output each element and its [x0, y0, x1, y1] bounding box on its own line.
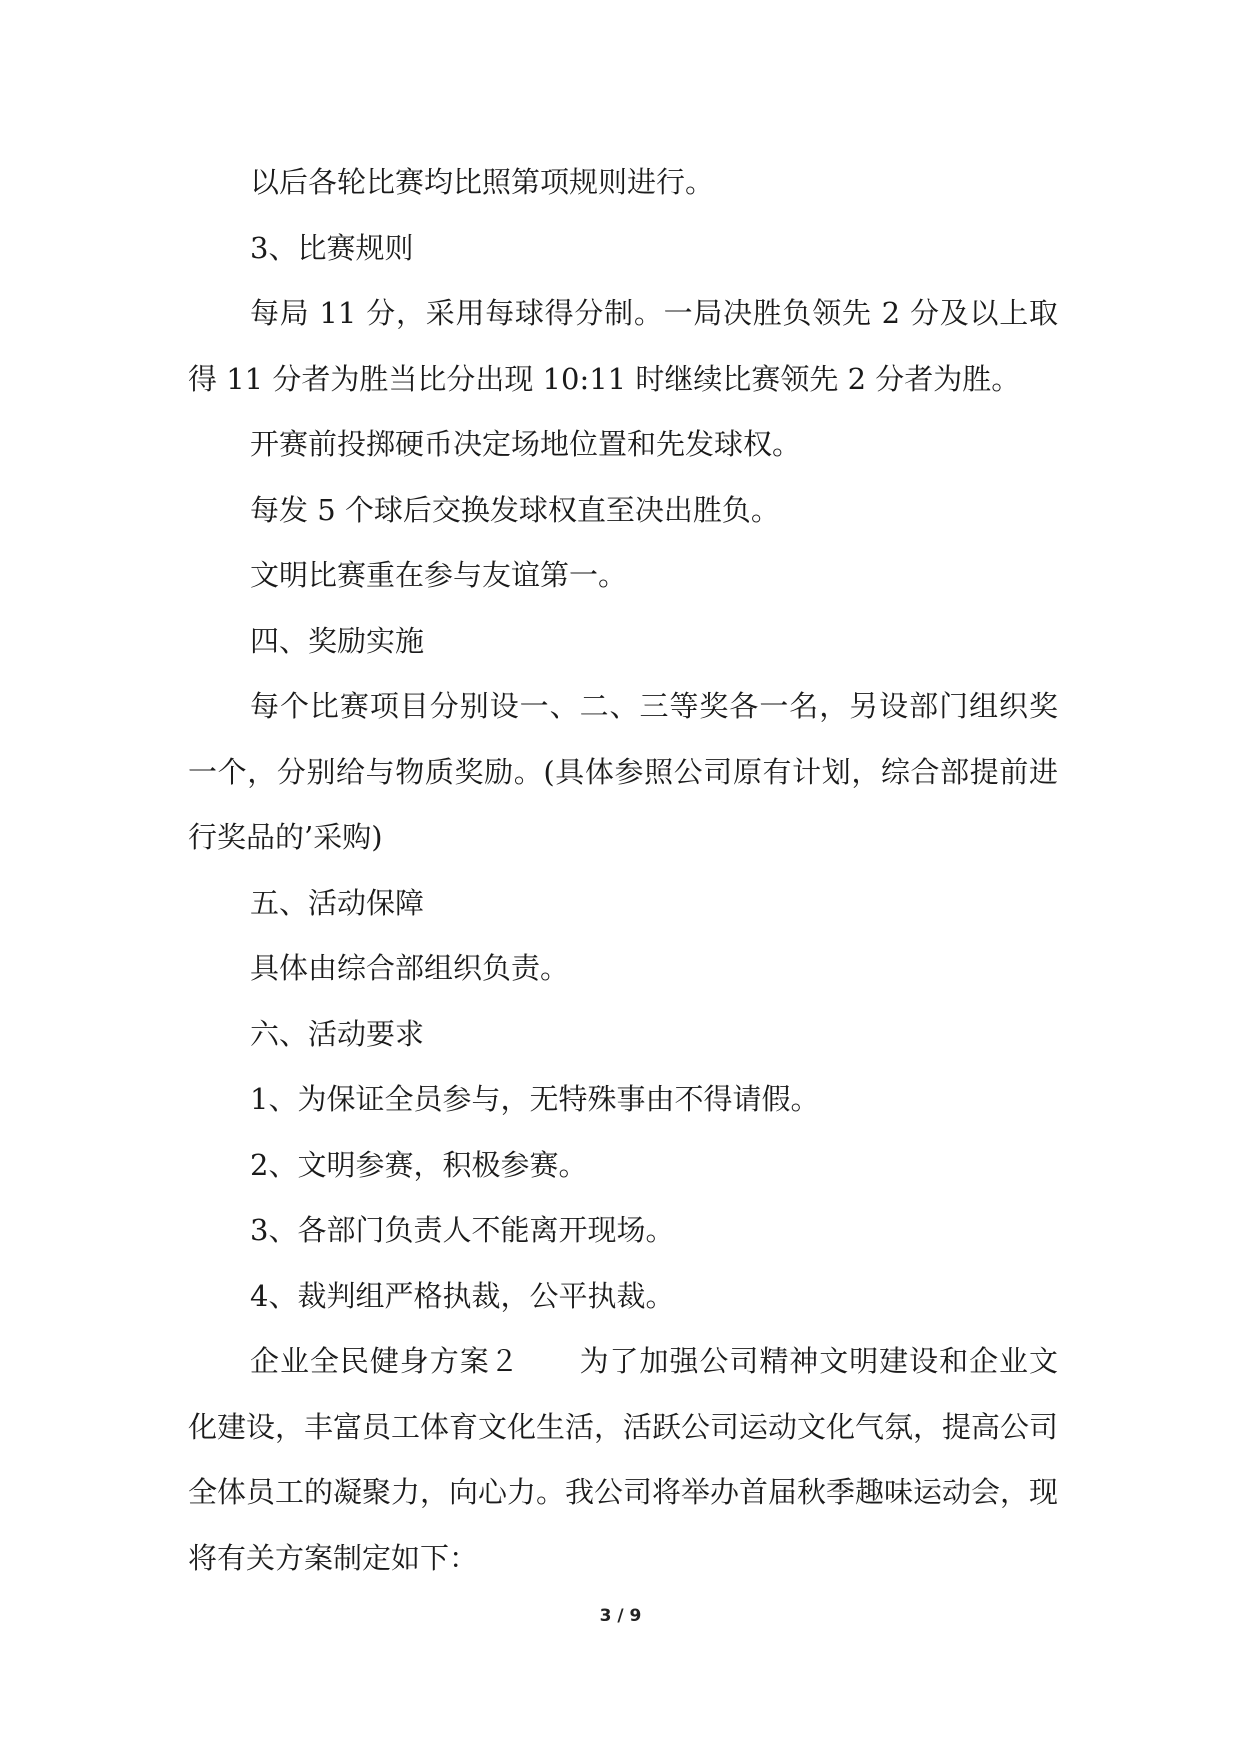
list-item: 3、各部门负责人不能离开现场。	[250, 1213, 675, 1247]
section-heading: 四、奖励实施	[250, 623, 425, 658]
paragraph: 开赛前投掷硬币决定场地位置和先发球权。	[250, 427, 802, 461]
paragraph: 具体由综合部组织负责。	[250, 951, 570, 985]
paragraph: 以后各轮比赛均比照第项规则进行。	[250, 165, 715, 199]
page-number: 3 / 9	[599, 1606, 642, 1626]
list-item: 2、文明参赛，积极参赛。	[250, 1147, 588, 1182]
paragraph: 文明比赛重在参与友谊第一。	[250, 558, 628, 592]
paragraph: 每局 11 分，采用每球得分制。一局决胜负领先 2 分及以上取得 11 分者为胜当比分出现 10:11 时继续比赛领先 2 分者为胜。	[188, 296, 1058, 396]
list-item: 4、裁判组严格执裁，公平执裁。	[250, 1278, 675, 1313]
section-heading: 六、活动要求	[250, 1016, 425, 1051]
paragraph: 企业全民健身方案２ 为了加强公司精神文明建设和企业文化建设，丰富员工体育文化生活，活跃公司运动文化气氛，提高公司全体员工的凝聚力，向心力。我公司将举办首届秋季趣味运动会，现将有关方案制定如下：	[188, 1344, 1059, 1575]
paragraph: 每发 5 个球后交换发球权直至决出胜负。	[250, 492, 780, 527]
section-heading: 五、活动保障	[250, 885, 425, 920]
paragraph: 每个比赛项目分别设一、二、三等奖各一名，另设部门组织奖一个，分别给与物质奖励。(具体参照公司原有计划，综合部提前进行奖品的’采购)	[188, 689, 1058, 854]
document-body	[188, 150, 1058, 1591]
section-heading: 3、比赛规则	[250, 230, 414, 265]
list-item: 1、为保证全员参与，无特殊事由不得请假。	[250, 1082, 820, 1116]
